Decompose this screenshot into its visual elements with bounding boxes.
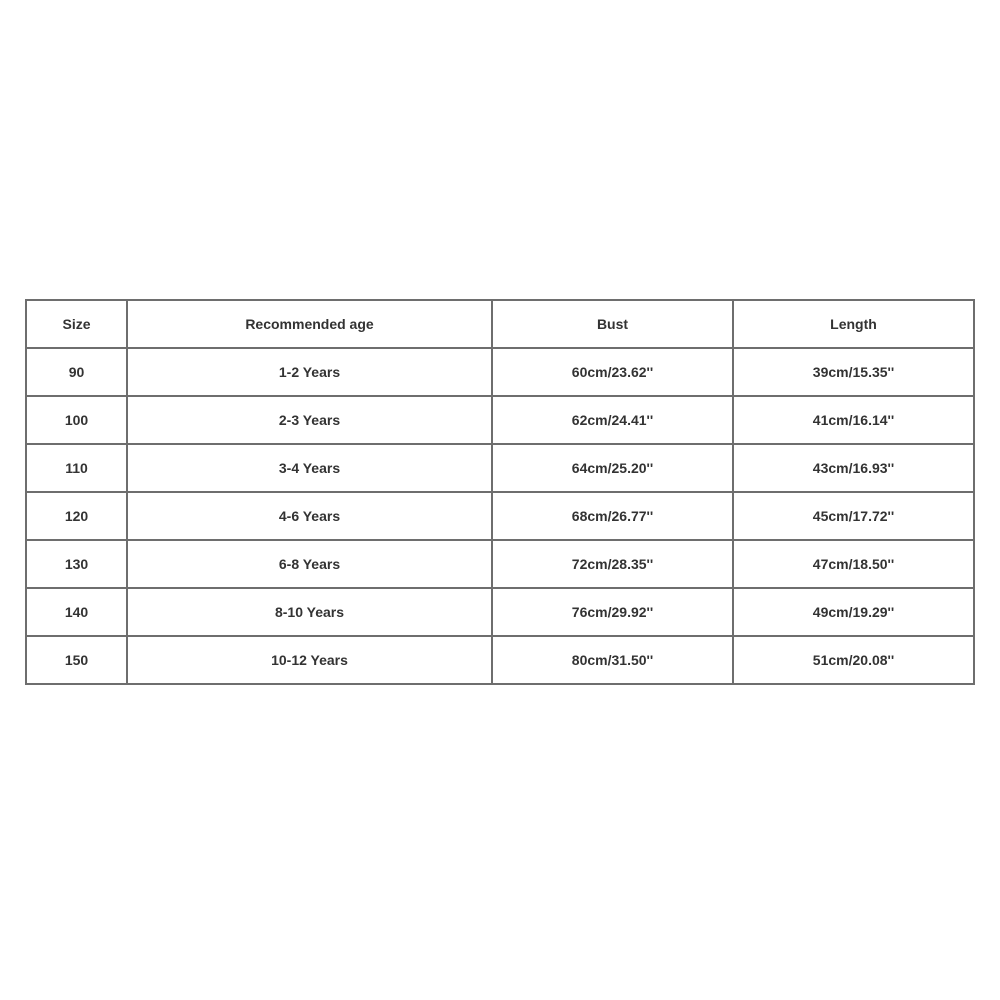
size-cell: 120 — [26, 492, 127, 540]
length-cell: 45cm/17.72'' — [733, 492, 974, 540]
table-row — [26, 636, 974, 684]
bust-cell: 68cm/26.77'' — [492, 492, 733, 540]
bust-cell: 62cm/24.41'' — [492, 396, 733, 444]
length-cell: 39cm/15.35'' — [733, 348, 974, 396]
header-recommended-age: Recommended age — [127, 300, 492, 348]
age-cell: 2-3 Years — [127, 396, 492, 444]
size-cell: 100 — [26, 396, 127, 444]
table-row — [26, 540, 974, 588]
length-cell: 47cm/18.50'' — [733, 540, 974, 588]
table-row — [26, 348, 974, 396]
table-row — [26, 588, 974, 636]
age-cell: 10-12 Years — [127, 636, 492, 684]
size-cell: 90 — [26, 348, 127, 396]
size-cell: 110 — [26, 444, 127, 492]
table-row — [26, 492, 974, 540]
bust-cell: 64cm/25.20'' — [492, 444, 733, 492]
header-size: Size — [26, 300, 127, 348]
age-cell: 8-10 Years — [127, 588, 492, 636]
age-cell: 4-6 Years — [127, 492, 492, 540]
length-cell: 51cm/20.08'' — [733, 636, 974, 684]
size-cell: 130 — [26, 540, 127, 588]
header-bust: Bust — [492, 300, 733, 348]
length-cell: 43cm/16.93'' — [733, 444, 974, 492]
age-cell: 6-8 Years — [127, 540, 492, 588]
age-cell: 1-2 Years — [127, 348, 492, 396]
bust-cell: 76cm/29.92'' — [492, 588, 733, 636]
size-cell: 140 — [26, 588, 127, 636]
bust-cell: 72cm/28.35'' — [492, 540, 733, 588]
length-cell: 49cm/19.29'' — [733, 588, 974, 636]
size-chart-table — [25, 299, 975, 685]
header-length: Length — [733, 300, 974, 348]
table-row — [26, 396, 974, 444]
age-cell: 3-4 Years — [127, 444, 492, 492]
header-row — [26, 300, 974, 348]
length-cell: 41cm/16.14'' — [733, 396, 974, 444]
bust-cell: 80cm/31.50'' — [492, 636, 733, 684]
bust-cell: 60cm/23.62'' — [492, 348, 733, 396]
table-row — [26, 444, 974, 492]
size-cell: 150 — [26, 636, 127, 684]
